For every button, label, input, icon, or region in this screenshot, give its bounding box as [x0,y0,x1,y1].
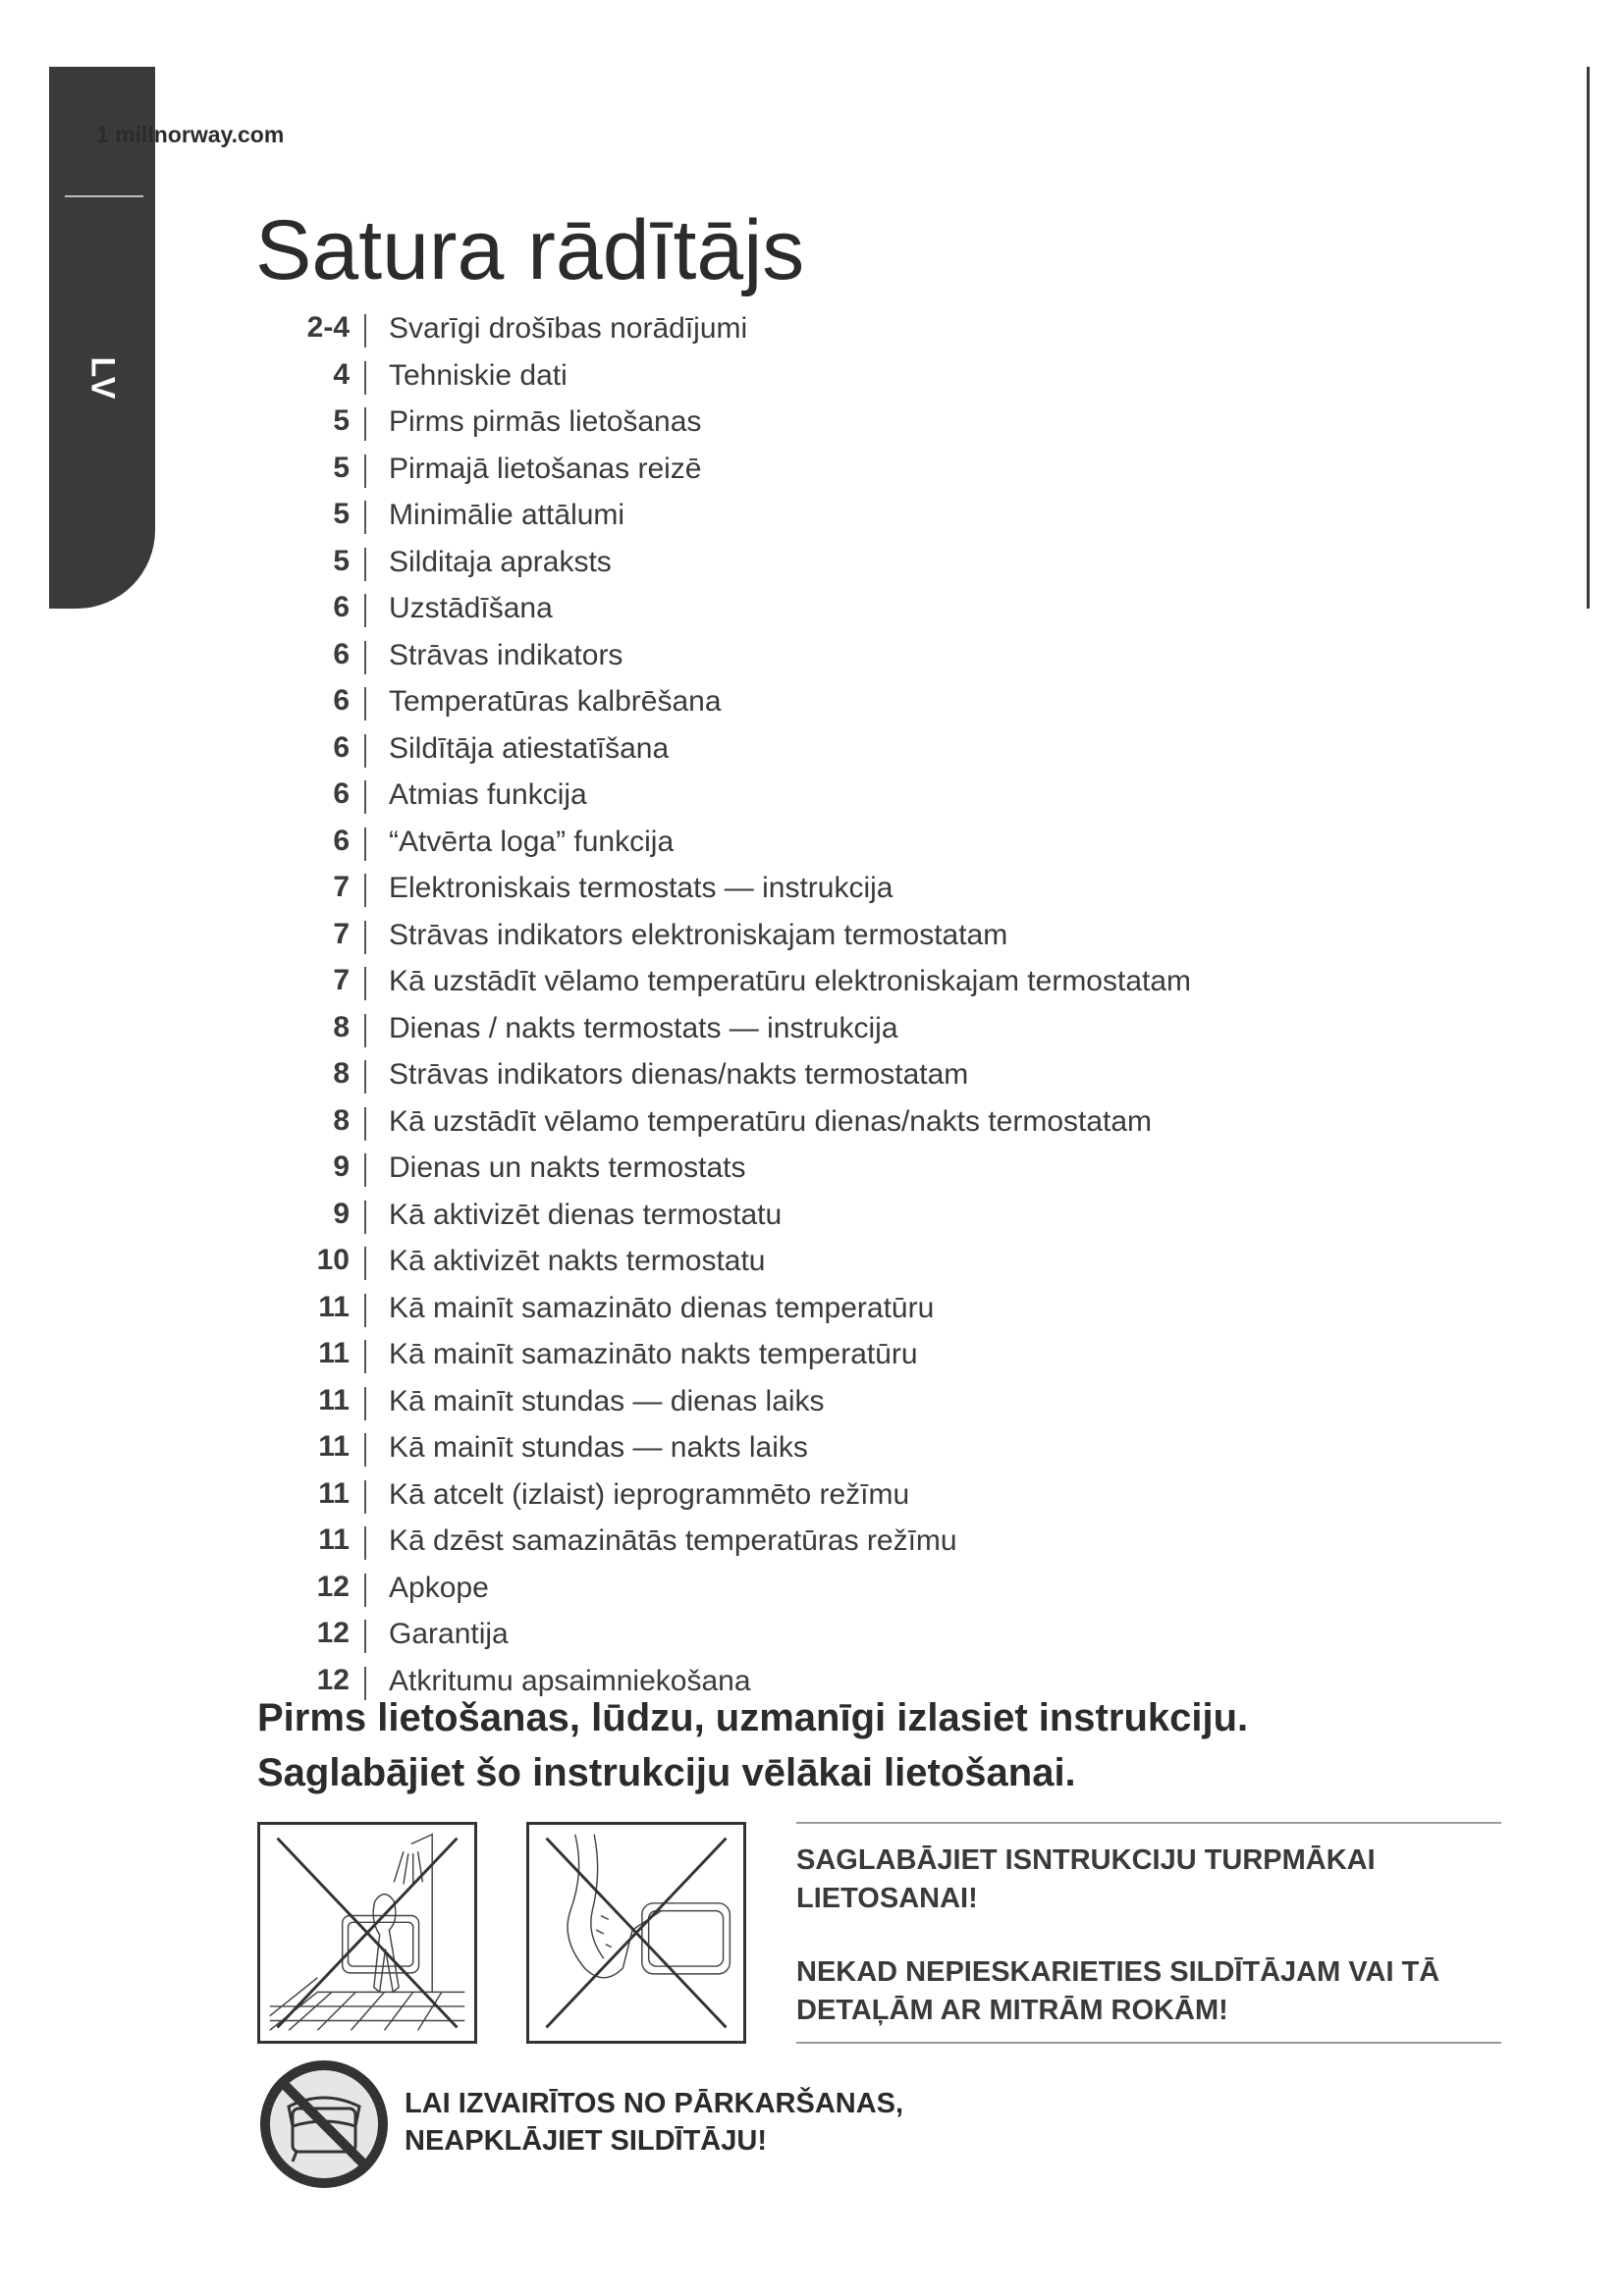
toc-page-number: 9 [333,1197,350,1230]
toc-separator [364,1340,366,1373]
toc-entry-label: Kā aktivizēt nakts termostatu [389,1245,766,1277]
toc-separator [364,828,366,861]
toc-entry-label: Sildītāja atiestatīšana [389,731,670,765]
toc-page-number: 7 [333,917,350,950]
notice-line-2: Saglabājiet šo instrukciju vēlākai lietošanai. [257,1751,1076,1794]
toc-entry [255,1379,1335,1426]
toc-separator [364,1480,366,1514]
toc-separator [364,454,366,488]
toc-page-number: 5 [333,404,350,437]
toc-page-number: 6 [333,591,350,623]
toc-entry-label: Garantija [389,1618,509,1650]
toc-entry [255,866,1335,913]
warning-top-rule [796,1822,1501,1824]
toc-page-number: 11 [318,1337,350,1369]
page-number: 1 [96,122,109,147]
toc-separator [364,874,366,907]
toc-page-number: 5 [333,451,350,484]
toc-entry [255,540,1335,587]
toc-entry [255,586,1335,633]
toc-separator [364,921,366,954]
toc-entry-label: Atkritumu apsaimniekošana [389,1664,751,1697]
toc-page-number: 2-4 [306,311,350,344]
toc-entry-label: Kā aktivizēt dienas termostatu [389,1198,783,1231]
toc-page-number: 8 [333,1103,350,1137]
toc-entry [255,1239,1335,1286]
toc-entry-label: “Atvērta loga” funkcija [389,825,675,858]
tab-divider [65,195,143,197]
toc-page-number: 7 [333,964,350,996]
toc-entry-label: Kā mainīt samazināto nakts temperatūru [389,1338,918,1370]
toc-separator [364,1153,366,1187]
toc-page-number: 10 [316,1244,350,1276]
toc-separator [364,1201,366,1234]
toc-separator [364,1526,366,1560]
toc-entry-label: Uzstādīšana [389,592,553,624]
keep-instructions-warning: SAGLABĀJIET ISNTRUKCIJU TURPMĀKAI LIETOSANAI! [796,1844,1376,1914]
toc-entry-label: Dienas / nakts termostats — instrukcija [389,1011,898,1044]
toc-entry-label: Strāvas indikators [389,638,623,671]
read-instructions-notice [257,1690,1248,1800]
toc-page-number: 12 [316,1617,350,1649]
page-edge-rule [1587,67,1590,609]
toc-page-number: 7 [333,871,350,903]
toc-separator [364,641,366,674]
toc-entry [255,353,1335,400]
toc-separator [364,734,366,768]
toc-entry [255,1146,1335,1193]
toc-page-number: 11 [318,1430,350,1463]
toc-entry-label: Kā mainīt stundas — dienas laiks [389,1384,825,1417]
page-title: Satura rādītājs [255,203,805,297]
toc-entry [255,1425,1335,1472]
toc-page-number: 6 [333,824,350,857]
toc-entry [255,1006,1335,1053]
toc-entry [255,633,1335,680]
toc-entry [255,1519,1335,1566]
toc-page-number: 8 [333,1010,350,1043]
toc-entry-label: Svarīgi drošības norādījumi [389,312,748,345]
toc-page-number: 5 [333,498,350,530]
notice-line-1: Pirms lietošanas, lūdzu, uzmanīgi izlasiet instrukciju. [257,1696,1249,1739]
toc-page-number: 6 [333,684,350,717]
page-header [96,122,284,148]
toc-separator [364,1294,366,1327]
toc-entry [255,1612,1335,1659]
toc-entry [255,493,1335,540]
toc-entry [255,820,1335,867]
toc-entry [255,959,1335,1006]
toc-entry [255,1052,1335,1099]
wet-hands-warning: NEKAD NEPIESKARIETIES SILDĪTĀJAM VAI TĀ DETAĻĀM AR MITRĀM ROKĀM! [796,1956,1440,2026]
toc-entry-label: Temperatūras kalbrēšana [389,685,722,718]
toc-page-number: 4 [333,357,350,391]
toc-entry [255,1099,1335,1147]
toc-page-number: 12 [316,1663,350,1696]
toc-entry [255,1332,1335,1379]
toc-page-number: 6 [333,777,350,810]
toc-entry [255,400,1335,447]
toc-entry-label: Apkope [389,1571,489,1604]
toc-entry-label: Atmias funkcija [389,778,587,811]
toc-entry [255,679,1335,726]
toc-separator [364,548,366,581]
no-cover-warning: LAI IZVAIRĪTOS NO PĀRKARŠANAS, NEAPKLĀJIET SILDĪTĀJU! [405,2088,904,2157]
no-wet-hands-icon [526,1822,746,2044]
toc-page-number: 11 [318,1383,350,1416]
toc-separator [364,687,366,721]
toc-entry [255,726,1335,774]
table-of-contents [255,306,1335,1705]
toc-separator [364,1574,366,1607]
toc-page-number: 5 [333,544,350,577]
toc-entry-label: Kā uzstādīt vēlamo temperatūru dienas/nakts termostatam [389,1104,1153,1138]
toc-separator [364,594,366,627]
toc-separator [364,780,366,814]
toc-entry-label: Pirms pirmās lietošanas [389,405,702,438]
toc-separator [364,407,366,441]
toc-entry-label: Kā atcelt (izlaist) ieprogrammēto režīmu [389,1477,910,1511]
toc-entry-label: Strāvas indikators elektroniskajam termostatam [389,918,1008,951]
toc-page-number: 12 [316,1570,350,1603]
toc-separator [364,967,366,1000]
toc-entry [255,1193,1335,1240]
toc-entry [255,773,1335,820]
toc-entry-label: Minimālie attālumi [389,499,625,531]
toc-page-number: 11 [318,1476,350,1510]
toc-page-number: 11 [318,1523,350,1556]
toc-entry-label: Pirmajā lietošanas reizē [389,452,702,485]
toc-separator [364,1060,366,1094]
no-heater-in-shower-icon [257,1822,477,2044]
toc-page-number: 9 [333,1150,350,1183]
toc-separator [364,501,366,534]
toc-entry-label: Elektroniskais termostats — instrukcija [389,872,893,904]
toc-page-number: 11 [318,1290,350,1323]
toc-separator [364,361,366,395]
toc-entry-label: Kā uzstādīt vēlamo temperatūru elektroniskajam termostatam [389,965,1192,997]
toc-separator [364,1433,366,1467]
toc-entry [255,913,1335,960]
toc-entry-label: Strāvas indikators dienas/nakts termostatam [389,1058,969,1091]
toc-entry [255,306,1335,353]
toc-entry-label: Kā dzēst samazinātās temperatūras režīmu [389,1524,957,1557]
toc-page-number: 6 [333,730,350,764]
toc-entry-label: Dienas un nakts termostats [389,1151,746,1184]
toc-entry-label: Silditaja apraksts [389,545,612,578]
toc-separator [364,1014,366,1047]
toc-page-number: 8 [333,1057,350,1090]
toc-separator [364,1247,366,1280]
warning-bottom-rule [796,2042,1501,2044]
do-not-cover-icon [257,2057,391,2191]
toc-entry [255,1566,1335,1613]
language-code: LV [83,356,122,401]
toc-separator [364,1107,366,1141]
toc-page-number: 6 [333,637,350,670]
toc-entry [255,1286,1335,1333]
toc-entry-label: Kā mainīt samazināto dienas temperatūru [389,1291,935,1324]
toc-entry-label: Kā mainīt stundas — nakts laiks [389,1431,808,1464]
toc-entry [255,1472,1335,1520]
toc-entry [255,447,1335,494]
toc-separator [364,1620,366,1653]
website-url: millnorway.com [115,122,285,147]
toc-entry-label: Tehniskie dati [389,358,568,392]
toc-separator [364,1387,366,1420]
toc-separator [364,314,366,347]
